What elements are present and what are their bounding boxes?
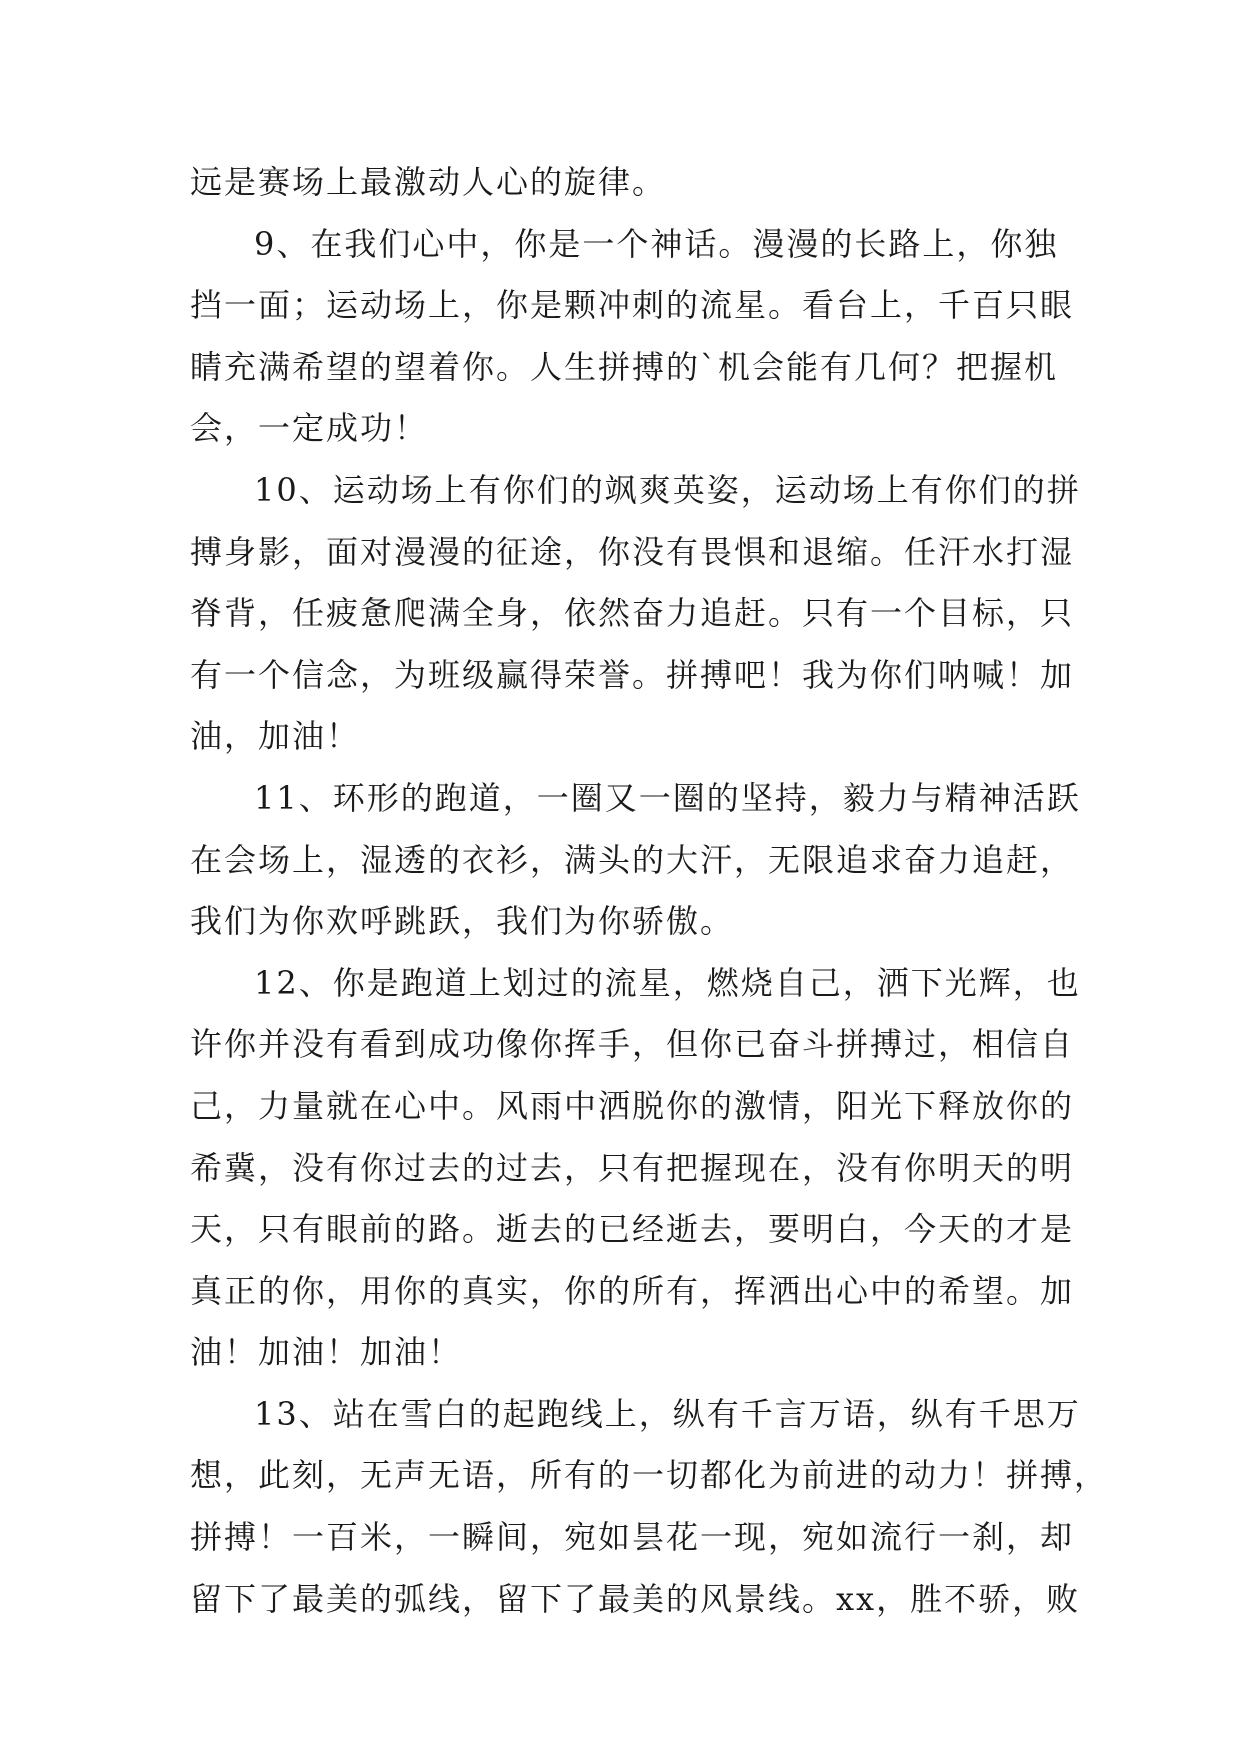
text-line: 想，此刻，无声无语，所有的一切都化为前进的动力！拼搏， (190, 1456, 1109, 1495)
text-line: 挡一面；运动场上，你是颗冲刺的流星。看台上，千百只眼 (190, 286, 1075, 325)
text-line: 许你并没有看到成功像你挥手，但你已奋斗拼搏过，相信自 (190, 1025, 1075, 1064)
text-line: 有一个信念，为班级赢得荣誉。拼搏吧！我为你们呐喊！加 (190, 655, 1075, 694)
text-line: 己，力量就在心中。风雨中洒脱你的激情，阳光下释放你的 (190, 1086, 1075, 1125)
text-line: 拼搏！一百米，一瞬间，宛如昙花一现，宛如流行一刹，却 (190, 1518, 1075, 1557)
paragraph-11-line: 11、环形的跑道，一圈又一圈的坚持，毅力与精神活跃 (254, 778, 1081, 817)
paragraph-13-line: 13、站在雪白的起跑线上，纵有千言万语，纵有千思万 (254, 1394, 1081, 1433)
text-line: 远是赛场上最激动人心的旋律。 (190, 163, 667, 201)
text-line: 脊背，任疲惫爬满全身，依然奋力追赶。只有一个目标，只 (190, 594, 1075, 633)
text-line: 搏身影，面对漫漫的征途，你没有畏惧和退缩。任汗水打湿 (190, 532, 1075, 571)
body-text (190, 152, 1109, 1630)
text-line: 留下了最美的弧线，留下了最美的风景线。xx，胜不骄，败 (190, 1579, 1081, 1618)
text-line: 真正的你，用你的真实，你的所有，挥洒出心中的希望。加 (190, 1271, 1075, 1310)
text-line: 会，一定成功！ (190, 409, 429, 448)
text-line: 希冀，没有你过去的过去，只有把握现在，没有你明天的明 (190, 1148, 1075, 1187)
text-line: 睛充满希望的望着你。人生拼搏的`机会能有几何？把握机 (190, 347, 1059, 386)
text-line: 在会场上，湿透的衣衫，满头的大汗，无限追求奋力追赶， (190, 840, 1075, 879)
text-line: 我们为你欢呼跳跃，我们为你骄傲。 (190, 902, 735, 941)
text-line: 油！加油！加油！ (190, 1333, 463, 1372)
text-line: 天，只有眼前的路。逝去的已经逝去，要明白，今天的才是 (190, 1210, 1075, 1249)
paragraph-9-line: 9、在我们心中，你是一个神话。漫漫的长路上，你独 (254, 224, 1059, 263)
paragraph-10-line: 10、运动场上有你们的飒爽英姿，运动场上有你们的拼 (254, 470, 1081, 509)
paragraph-12-line: 12、你是跑道上划过的流星，燃烧自己，洒下光辉，也 (254, 963, 1081, 1002)
text-line: 油，加油！ (190, 717, 361, 756)
